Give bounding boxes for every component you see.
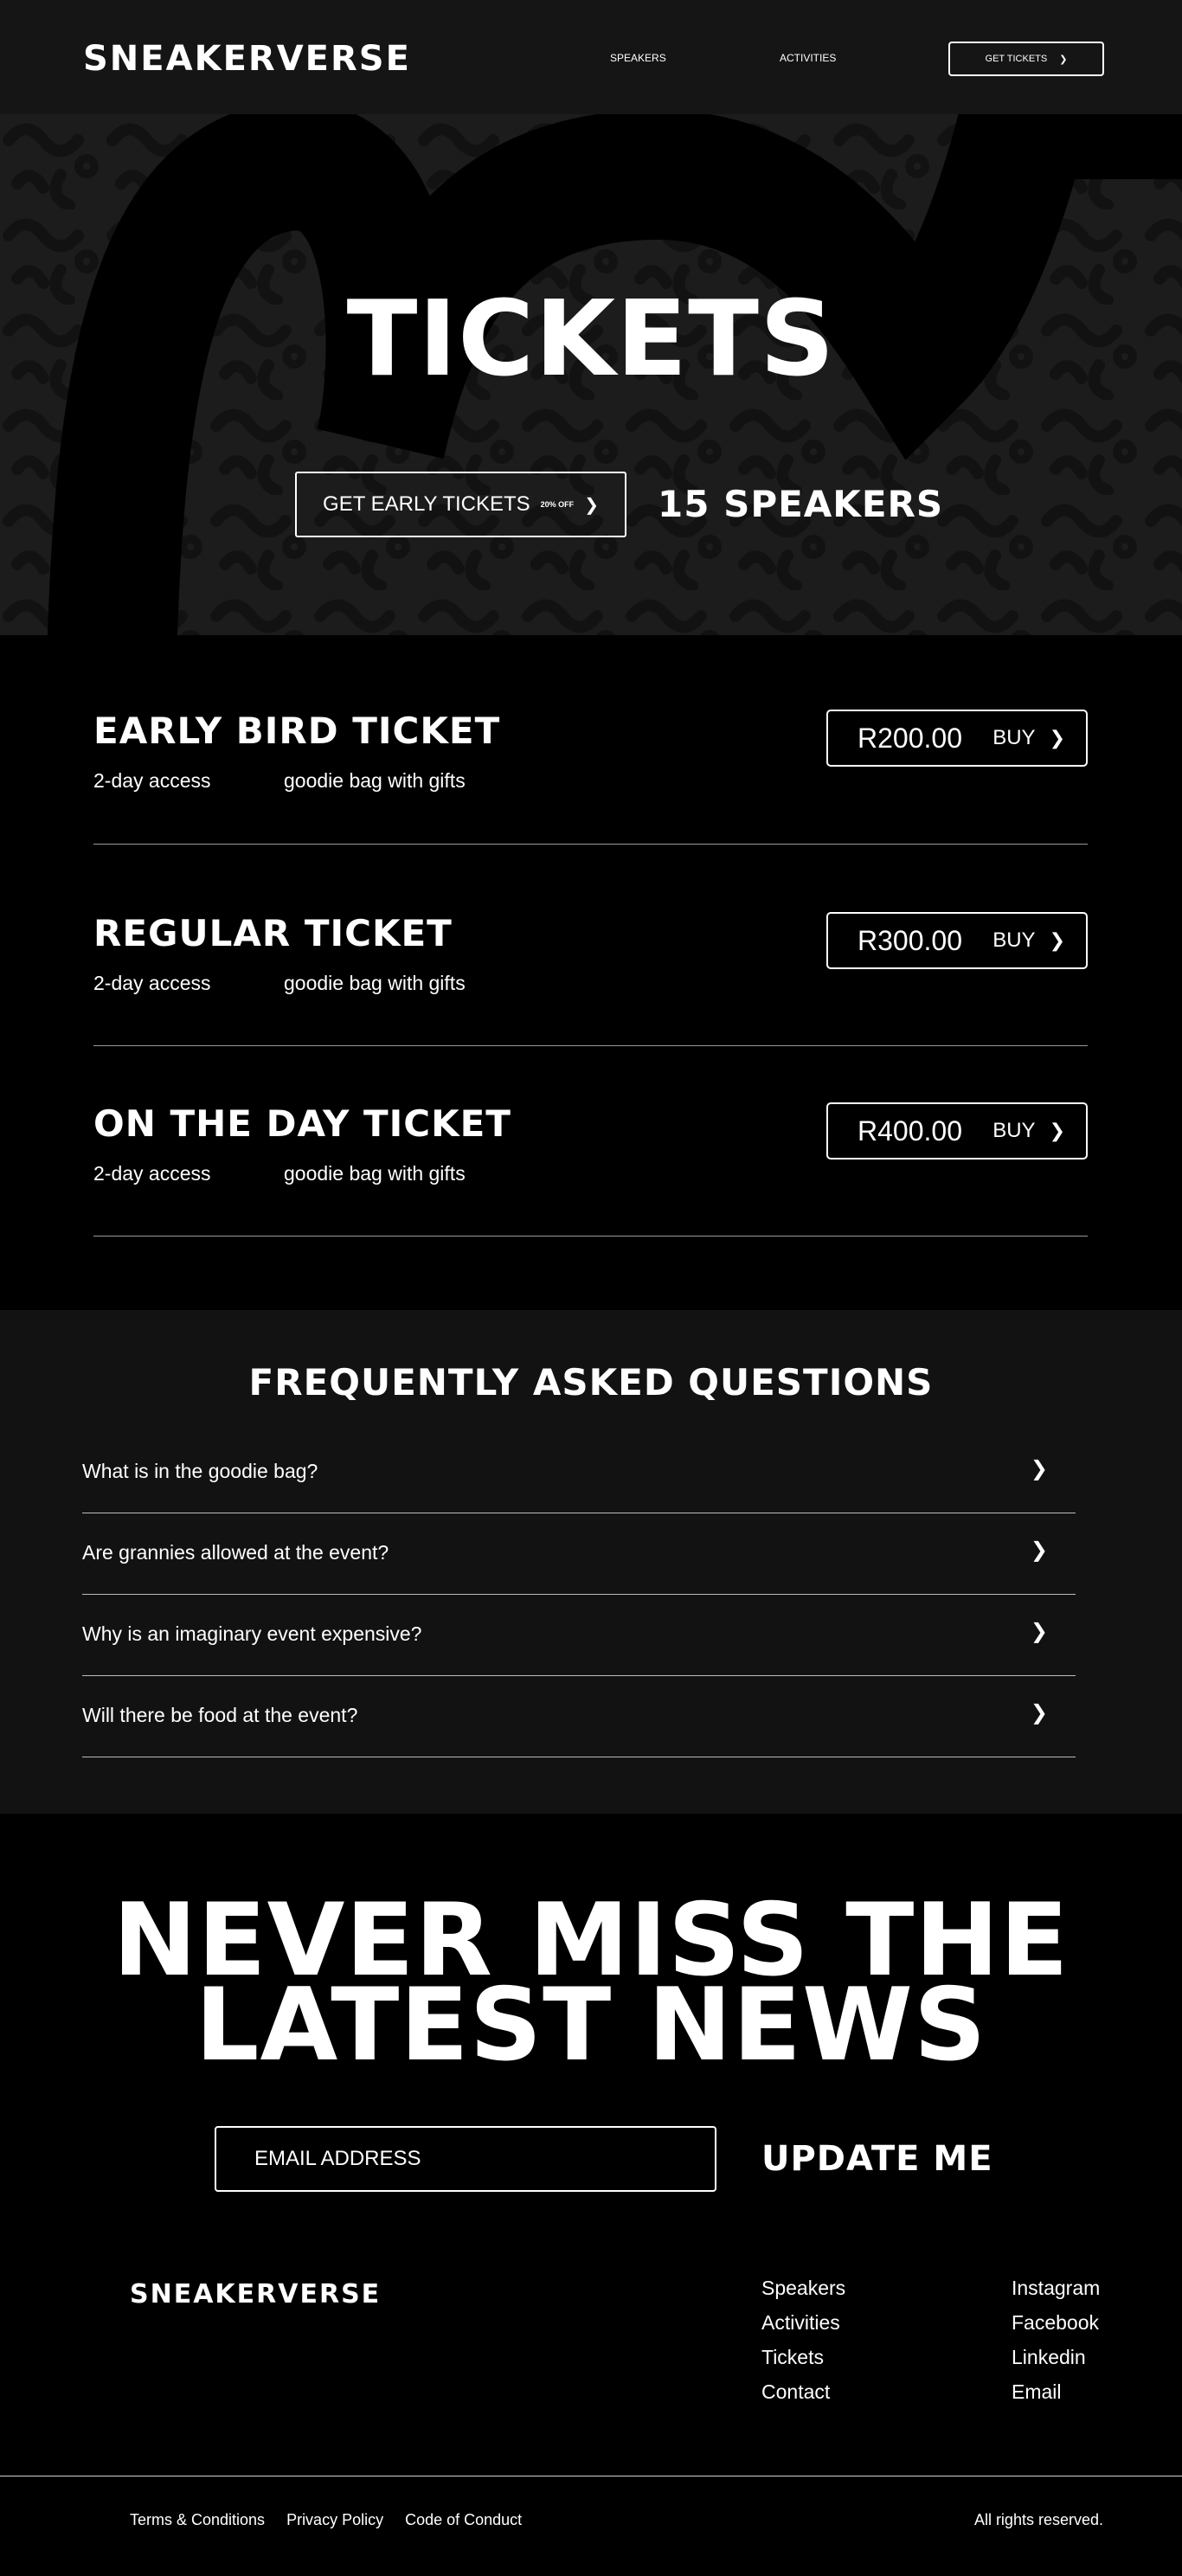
buy-on-the-day-button[interactable] (826, 1102, 1088, 1160)
ticket-price: R200.00 (858, 722, 962, 754)
tickets-section (0, 635, 1182, 1310)
site-footer (0, 2250, 1182, 2576)
copyright-text: All rights reserved. (973, 2511, 1103, 2528)
code-of-conduct-link[interactable]: Code of Conduct (405, 2511, 523, 2528)
newsletter-title (0, 1882, 1182, 2084)
hero-title: TICKETS (346, 279, 836, 400)
faq-title: FREQUENTLY ASKED QUESTIONS (248, 1361, 934, 1404)
ticket-feature: goodie bag with gifts (284, 972, 466, 994)
ticket-feature: 2-day access (93, 972, 211, 994)
faq-question: Why is an imaginary event expensive? (82, 1622, 422, 1645)
buy-label: BUY (992, 928, 1036, 952)
early-tickets-label: GET EARLY TICKETS (323, 492, 530, 516)
footer-link-email[interactable]: Email (1012, 2380, 1062, 2403)
chevron-right-icon: ❯ (1049, 727, 1065, 748)
ticket-feature: goodie bag with gifts (284, 1162, 466, 1185)
footer-link-tickets[interactable]: Tickets (761, 2346, 824, 2368)
nav-link-activities[interactable]: ACTIVITIES (780, 52, 837, 64)
ticket-feature: 2-day access (93, 769, 211, 792)
ticket-price: R300.00 (858, 924, 962, 956)
update-me-button[interactable]: UPDATE ME (761, 2139, 993, 2179)
site-header (0, 0, 1182, 114)
nav-link-speakers[interactable]: SPEAKERS (610, 52, 666, 64)
footer-link-contact[interactable]: Contact (761, 2380, 831, 2403)
footer-link-facebook[interactable]: Facebook (1012, 2311, 1100, 2334)
faq-question: Are grannies allowed at the event? (82, 1541, 389, 1564)
faq-section (0, 1310, 1182, 1814)
buy-label: BUY (992, 726, 1036, 749)
hero-section (0, 114, 1182, 635)
chevron-right-icon: ❯ (1030, 1620, 1048, 1643)
faq-item[interactable] (82, 1676, 1076, 1757)
buy-regular-button[interactable] (826, 912, 1088, 969)
chevron-right-icon: ❯ (584, 495, 599, 515)
get-early-tickets-button[interactable] (295, 472, 626, 537)
privacy-link[interactable]: Privacy Policy (286, 2511, 384, 2528)
speakers-count: 15 SPEAKERS (658, 483, 944, 525)
ticket-card (93, 710, 1088, 845)
faq-question: What is in the goodie bag? (82, 1460, 318, 1482)
get-tickets-button[interactable] (948, 42, 1104, 76)
newsletter-title-line1: NEVER MISS THE (112, 1882, 1070, 1999)
faq-item[interactable] (82, 1432, 1076, 1513)
ticket-card (93, 1102, 1088, 1237)
footer-link-activities[interactable]: Activities (761, 2311, 840, 2334)
email-input[interactable] (215, 2126, 716, 2192)
ticket-card (93, 912, 1088, 1046)
chevron-right-icon: ❯ (1059, 54, 1068, 65)
faq-item[interactable] (82, 1595, 1076, 1676)
newsletter-section (0, 1814, 1182, 2286)
terms-link[interactable]: Terms & Conditions (130, 2511, 266, 2528)
get-tickets-label: GET TICKETS (985, 54, 1048, 64)
site-logo[interactable]: SNEAKERVERSE (83, 39, 411, 79)
footer-link-linkedin[interactable]: Linkedin (1012, 2346, 1086, 2368)
buy-early-bird-button[interactable] (826, 710, 1088, 767)
footer-site-links (761, 2271, 845, 2409)
faq-item[interactable] (82, 1513, 1076, 1595)
chevron-right-icon: ❯ (1049, 929, 1065, 951)
chevron-right-icon: ❯ (1030, 1701, 1048, 1725)
footer-legal-links (130, 2511, 522, 2529)
ticket-title: ON THE DAY TICKET (93, 1102, 511, 1145)
faq-question: Will there be food at the event? (82, 1704, 358, 1726)
chevron-right-icon: ❯ (1030, 1457, 1048, 1481)
ticket-title: EARLY BIRD TICKET (93, 710, 501, 752)
footer-social-links (1012, 2271, 1100, 2409)
ticket-feature: 2-day access (93, 1162, 211, 1185)
ticket-feature: goodie bag with gifts (284, 769, 466, 792)
chevron-right-icon: ❯ (1049, 1120, 1065, 1141)
footer-link-instagram[interactable]: Instagram (1012, 2277, 1101, 2299)
footer-logo[interactable]: SNEAKERVERSE (130, 2279, 382, 2309)
ticket-title: REGULAR TICKET (93, 912, 453, 954)
newsletter-title-line2: LATEST NEWS (195, 1967, 987, 2084)
buy-label: BUY (992, 1119, 1036, 1142)
footer-link-speakers[interactable]: Speakers (761, 2277, 846, 2299)
discount-badge: 20% OFF (540, 500, 575, 509)
ticket-price: R400.00 (858, 1115, 962, 1147)
chevron-right-icon: ❯ (1030, 1539, 1048, 1562)
